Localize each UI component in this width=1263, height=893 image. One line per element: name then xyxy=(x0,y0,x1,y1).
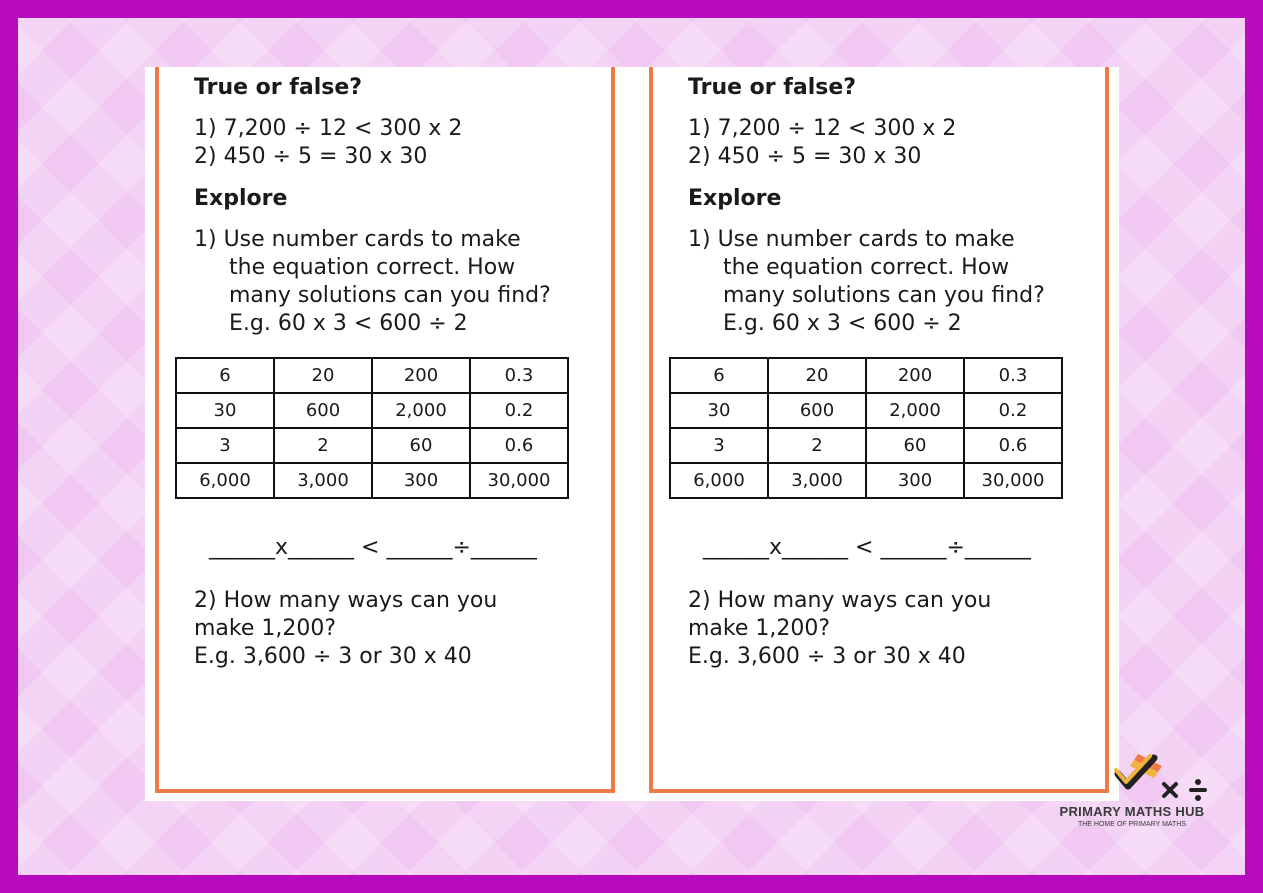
number-card: 2,000 xyxy=(866,393,964,428)
explore-question-2-example: E.g. 3,600 ÷ 3 or 30 x 40 xyxy=(194,644,472,669)
number-card: 6 xyxy=(670,358,768,393)
true-false-question-1: 1) 7,200 ÷ 12 < 300 x 2 xyxy=(194,116,463,141)
logo-title: PRIMARY MATHS HUB xyxy=(1059,804,1205,819)
explore-question-1-line-3: many solutions can you find? xyxy=(229,283,551,308)
true-false-heading: True or false? xyxy=(194,75,363,100)
equation-blanks: ______x______ < ______÷______ xyxy=(703,535,1031,560)
explore-question-1-line-3: many solutions can you find? xyxy=(723,283,1045,308)
task-card-left xyxy=(155,67,615,793)
number-card: 0.3 xyxy=(964,358,1062,393)
explore-question-1-line-1: 1) Use number cards to make xyxy=(688,227,1015,252)
primary-maths-hub-logo xyxy=(1046,752,1218,832)
true-false-heading: True or false? xyxy=(688,75,857,100)
number-card: 600 xyxy=(768,393,866,428)
number-card: 300 xyxy=(866,463,964,498)
number-card: 0.2 xyxy=(964,393,1062,428)
number-card: 0.6 xyxy=(964,428,1062,463)
number-card: 2 xyxy=(768,428,866,463)
number-cards-table xyxy=(669,357,1063,499)
true-false-question-2: 2) 450 ÷ 5 = 30 x 30 xyxy=(688,144,922,169)
table-row xyxy=(670,358,1062,393)
explore-heading: Explore xyxy=(688,186,782,211)
number-card: 3,000 xyxy=(768,463,866,498)
number-card: 200 xyxy=(866,358,964,393)
number-card: 6 xyxy=(176,358,274,393)
table-row xyxy=(176,463,568,498)
true-false-question-2: 2) 450 ÷ 5 = 30 x 30 xyxy=(194,144,428,169)
number-card: 20 xyxy=(274,358,372,393)
explore-heading: Explore xyxy=(194,186,288,211)
number-cards-table xyxy=(175,357,569,499)
number-card: 60 xyxy=(866,428,964,463)
explore-question-1-line-2: the equation correct. How xyxy=(723,255,1010,280)
checkmark-times-divide-logo-icon xyxy=(1046,752,1218,804)
explore-question-2-line-1: 2) How many ways can you xyxy=(194,588,498,613)
logo-subtitle: THE HOME OF PRIMARY MATHS xyxy=(1077,821,1187,828)
number-card: 30,000 xyxy=(964,463,1062,498)
number-card: 30 xyxy=(176,393,274,428)
number-card: 2 xyxy=(274,428,372,463)
number-card: 30,000 xyxy=(470,463,568,498)
table-row xyxy=(176,393,568,428)
number-card: 600 xyxy=(274,393,372,428)
equation-blanks: ______x______ < ______÷______ xyxy=(209,535,537,560)
table-row xyxy=(670,463,1062,498)
table-row xyxy=(176,428,568,463)
number-card: 200 xyxy=(372,358,470,393)
number-card: 0.2 xyxy=(470,393,568,428)
explore-question-2-example: E.g. 3,600 ÷ 3 or 30 x 40 xyxy=(688,644,966,669)
explore-question-1-example: E.g. 60 x 3 < 600 ÷ 2 xyxy=(723,311,962,336)
number-card: 6,000 xyxy=(176,463,274,498)
table-row xyxy=(670,428,1062,463)
explore-question-1-line-2: the equation correct. How xyxy=(229,255,516,280)
explore-question-1-example: E.g. 60 x 3 < 600 ÷ 2 xyxy=(229,311,468,336)
explore-question-2-line-2: make 1,200? xyxy=(194,616,337,641)
number-card: 300 xyxy=(372,463,470,498)
explore-question-2-line-1: 2) How many ways can you xyxy=(688,588,992,613)
table-row xyxy=(176,358,568,393)
number-card: 2,000 xyxy=(372,393,470,428)
number-card: 3,000 xyxy=(274,463,372,498)
number-card: 30 xyxy=(670,393,768,428)
task-card-right xyxy=(649,67,1109,793)
number-card: 6,000 xyxy=(670,463,768,498)
true-false-question-1: 1) 7,200 ÷ 12 < 300 x 2 xyxy=(688,116,957,141)
explore-question-2-line-2: make 1,200? xyxy=(688,616,831,641)
number-card: 20 xyxy=(768,358,866,393)
number-card: 60 xyxy=(372,428,470,463)
table-row xyxy=(670,393,1062,428)
number-card: 0.3 xyxy=(470,358,568,393)
explore-question-1-line-1: 1) Use number cards to make xyxy=(194,227,521,252)
number-card: 0.6 xyxy=(470,428,568,463)
number-card: 3 xyxy=(176,428,274,463)
number-card: 3 xyxy=(670,428,768,463)
